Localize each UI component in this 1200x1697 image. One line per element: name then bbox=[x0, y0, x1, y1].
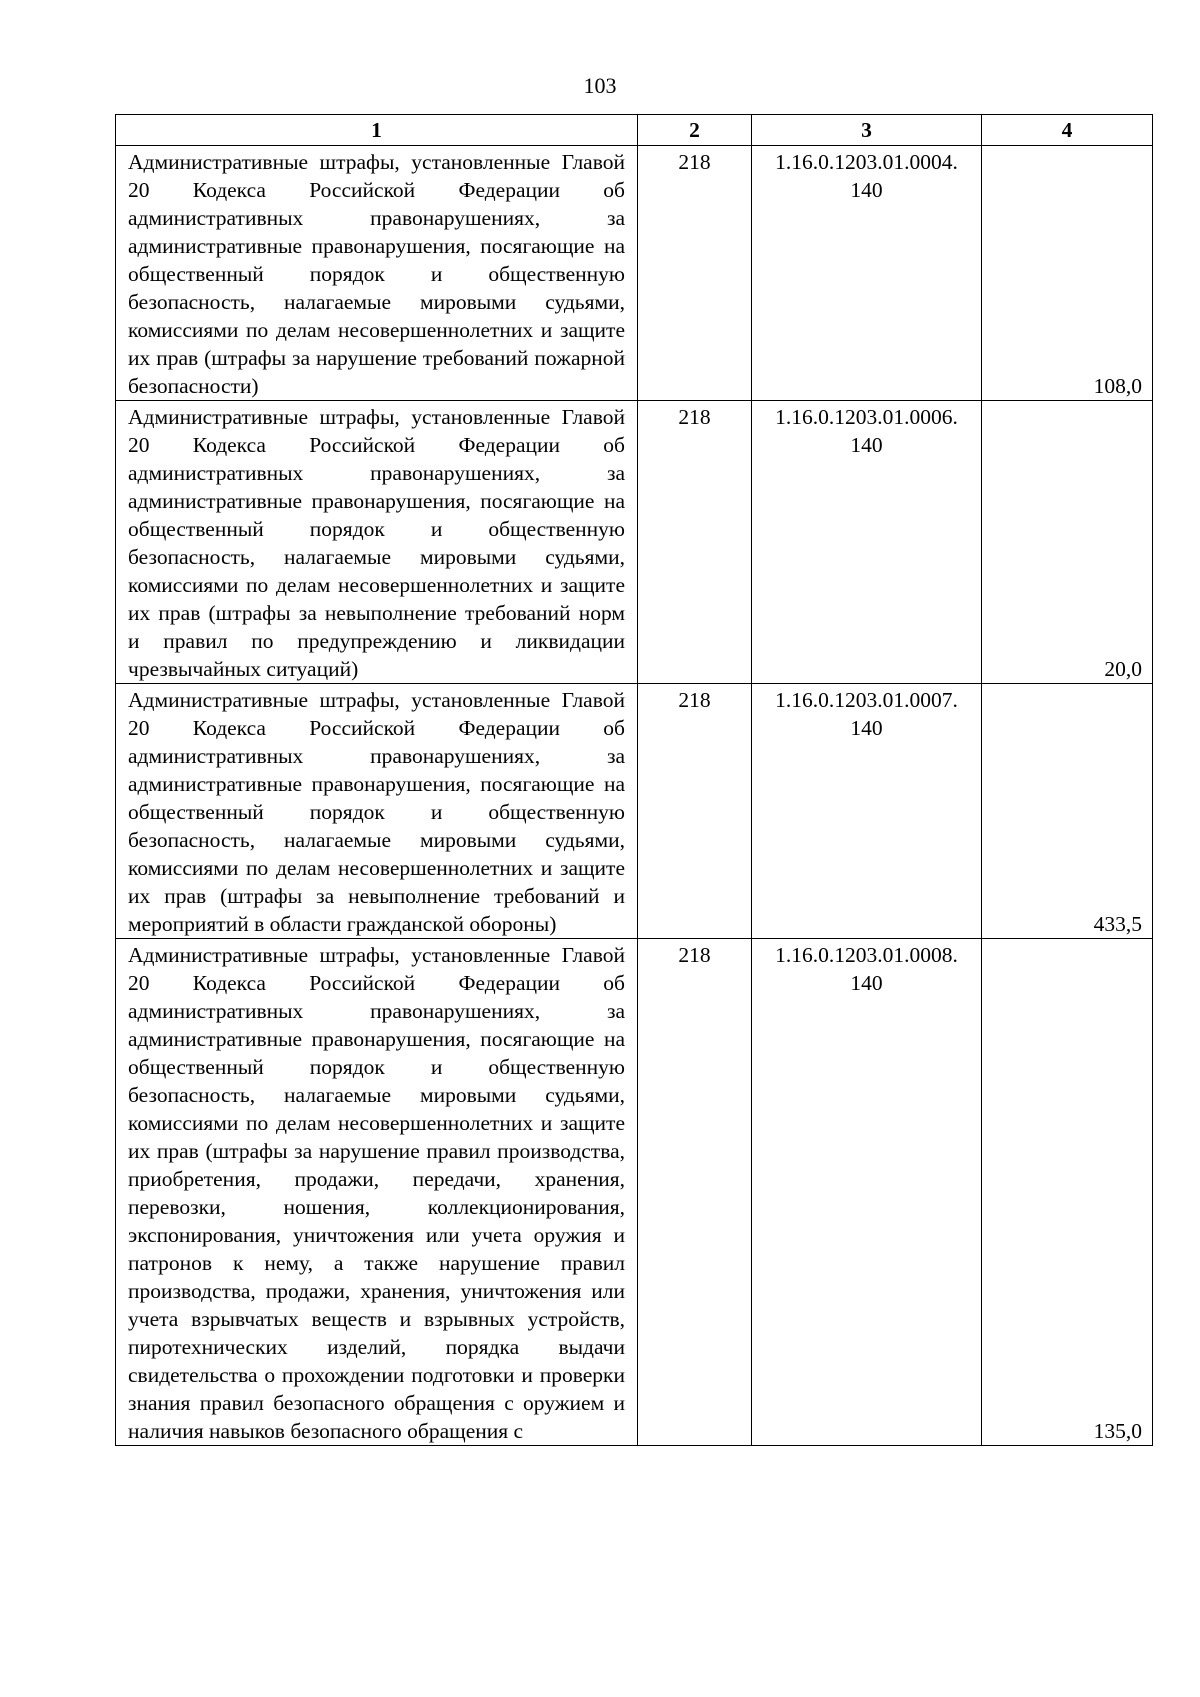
row-amount: 20,0 bbox=[982, 401, 1153, 684]
row-admin-code: 218 bbox=[638, 684, 752, 939]
row-description: Административные штрафы, установленные Главой 20 Кодекса Российской Федерации об административных правонарушениях, за административные правонарушения, посягающие на общественный порядок и общественную безопасность, налагаемые мировыми судьями, комиссиями по делам несовершеннолетних и защите их прав (штрафы за нарушение правил производства, приобретения, продажи, передачи, хранения, перевозки, ношения, коллекционирования, экспонирования, уничтожения или учета оружия и патронов к нему, а также нарушение правил производства, продажи, хранения, уничтожения или учета взрывчатых веществ и взрывных устройств, пиротехнических изделий, порядка выдачи свидетельства о прохождении подготовки и проверки знания правил безопасного обращения с оружием и наличия навыков безопасного обращения с bbox=[116, 939, 638, 1446]
row-description: Административные штрафы, установленные Главой 20 Кодекса Российской Федерации об административных правонарушениях, за административные правонарушения, посягающие на общественный порядок и общественную безопасность, налагаемые мировыми судьями, комиссиями по делам несовершеннолетних и защите их прав (штрафы за нарушение требований пожарной безопасности) bbox=[116, 146, 638, 401]
table-row bbox=[116, 401, 1153, 684]
kbk-code-line1: 1.16.0.1203.01.0008. bbox=[775, 943, 958, 967]
kbk-code-line2: 140 bbox=[850, 971, 883, 995]
row-kbk-code bbox=[752, 684, 982, 939]
row-kbk-code bbox=[752, 401, 982, 684]
row-admin-code: 218 bbox=[638, 401, 752, 684]
column-header-2: 2 bbox=[638, 115, 752, 146]
table-header-row bbox=[116, 115, 1153, 146]
row-admin-code: 218 bbox=[638, 146, 752, 401]
row-kbk-code bbox=[752, 939, 982, 1446]
kbk-code-line2: 140 bbox=[850, 716, 883, 740]
row-amount: 135,0 bbox=[982, 939, 1153, 1446]
kbk-code-line2: 140 bbox=[850, 178, 883, 202]
kbk-code-line1: 1.16.0.1203.01.0007. bbox=[775, 688, 958, 712]
column-header-1: 1 bbox=[116, 115, 638, 146]
table-row bbox=[116, 146, 1153, 401]
column-header-3: 3 bbox=[752, 115, 982, 146]
table-row bbox=[116, 684, 1153, 939]
table-row bbox=[116, 939, 1153, 1446]
kbk-code-line1: 1.16.0.1203.01.0006. bbox=[775, 405, 958, 429]
budget-table bbox=[115, 114, 1153, 1446]
row-admin-code: 218 bbox=[638, 939, 752, 1446]
row-amount: 433,5 bbox=[982, 684, 1153, 939]
kbk-code-line2: 140 bbox=[850, 433, 883, 457]
row-kbk-code bbox=[752, 146, 982, 401]
column-header-4: 4 bbox=[982, 115, 1153, 146]
page-number: 103 bbox=[583, 73, 617, 98]
row-description: Административные штрафы, установленные Главой 20 Кодекса Российской Федерации об административных правонарушениях, за административные правонарушения, посягающие на общественный порядок и общественную безопасность, налагаемые мировыми судьями, комиссиями по делам несовершеннолетних и защите их прав (штрафы за невыполнение требований и мероприятий в области гражданской обороны) bbox=[116, 684, 638, 939]
row-description: Административные штрафы, установленные Главой 20 Кодекса Российской Федерации об административных правонарушениях, за административные правонарушения, посягающие на общественный порядок и общественную безопасность, налагаемые мировыми судьями, комиссиями по делам несовершеннолетних и защите их прав (штрафы за невыполнение требований норм и правил по предупреждению и ликвидации чрезвычайных ситуаций) bbox=[116, 401, 638, 684]
kbk-code-line1: 1.16.0.1203.01.0004. bbox=[775, 150, 958, 174]
row-amount: 108,0 bbox=[982, 146, 1153, 401]
